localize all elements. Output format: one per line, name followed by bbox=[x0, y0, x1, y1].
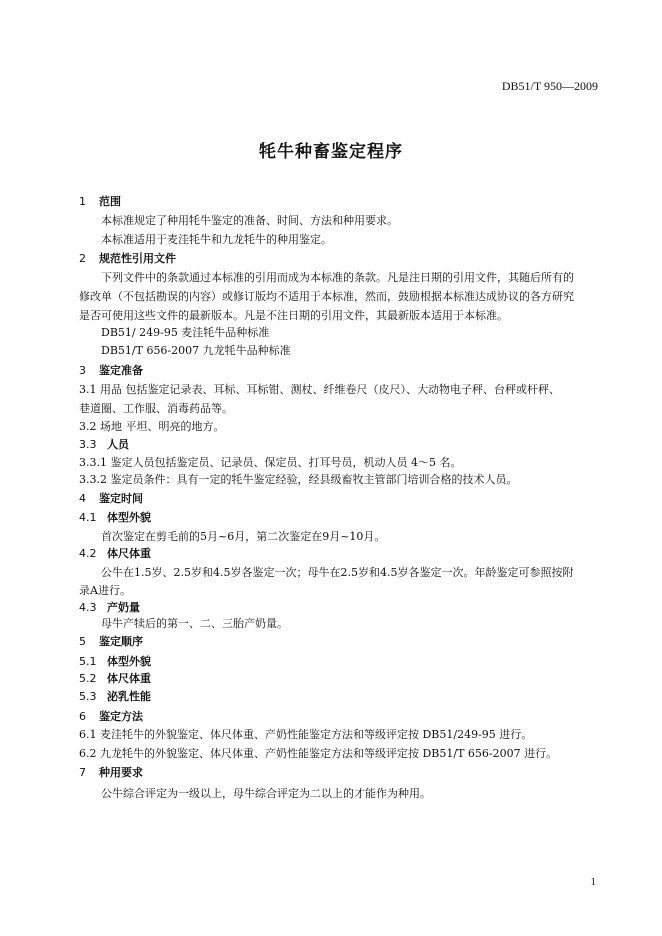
clause: 6.2 九龙牦牛的外貌鉴定、体尺体重、产奶性能鉴定方法和等级评定按 DB51/T 656-2007 进行。 bbox=[79, 747, 558, 760]
clause-line: 3.1 用品 包括鉴定记录表、耳标、耳标钳、测杖、纤维卷尺（皮尺）、大动物电子秤、台秤或杆秤、 bbox=[79, 383, 560, 396]
subsection-label: 体尺体重 bbox=[107, 672, 151, 685]
subsection-heading-5-1 bbox=[79, 654, 599, 669]
section-heading-1 bbox=[79, 194, 599, 209]
section-heading-6 bbox=[79, 709, 599, 724]
section-number: 7 bbox=[79, 766, 86, 779]
section-number: 4 bbox=[79, 492, 86, 505]
section-heading-2 bbox=[79, 251, 599, 266]
section-label: 范围 bbox=[99, 195, 121, 208]
subsection-number: 5.2 bbox=[79, 672, 97, 685]
document-title: 牦牛种畜鉴定程序 bbox=[259, 142, 403, 162]
paragraph-line: 修改单（不包括勘误的内容）或修订版均不适用于本标准，然而，鼓励根据本标准达成协议的各方研究 bbox=[79, 290, 574, 303]
section-label: 规范性引用文件 bbox=[99, 252, 176, 265]
paragraph: 首次鉴定在剪毛前的5月~6月，第二次鉴定在9月~10月。 bbox=[101, 530, 386, 543]
subsection-number: 4.1 bbox=[79, 511, 97, 524]
subsection-label: 泌乳性能 bbox=[107, 690, 151, 703]
clause: 3.3.2 鉴定员条件：具有一定的牦牛鉴定经验，经县级畜牧主管部门培训合格的技术人员。 bbox=[79, 473, 518, 486]
reference-item: DB51/T 656-2007 九龙牦牛品种标准 bbox=[101, 344, 291, 357]
subsection-heading-5-2 bbox=[79, 671, 599, 686]
section-number: 1 bbox=[79, 195, 86, 208]
paragraph: 本标准适用于麦洼牦牛和九龙牦牛的种用鉴定。 bbox=[101, 233, 332, 246]
subsection-heading-5-3 bbox=[79, 689, 599, 704]
paragraph-line: 下列文件中的条款通过本标准的引用而成为本标准的条款。凡是注日期的引用文件，其随后所有的 bbox=[101, 271, 574, 284]
section-label: 鉴定方法 bbox=[99, 710, 143, 723]
paragraph-line: 录A进行。 bbox=[79, 584, 131, 597]
subsection-number: 5.3 bbox=[79, 690, 97, 703]
section-number: 3 bbox=[79, 364, 86, 377]
subsection-number: 4.2 bbox=[79, 547, 97, 560]
paragraph-line: 公牛在1.5岁、2.5岁和4.5岁各鉴定一次；母牛在2.5岁和4.5岁各鉴定一次。年龄鉴定可参照按附 bbox=[101, 566, 574, 579]
section-number: 2 bbox=[79, 252, 86, 265]
reference-item: DB51/ 249-95 麦洼牦牛品种标准 bbox=[101, 326, 270, 339]
subsection-label: 体型外貌 bbox=[107, 511, 151, 524]
section-heading-7 bbox=[79, 765, 599, 780]
section-label: 种用要求 bbox=[99, 766, 143, 779]
paragraph: 公牛综合评定为一级以上，母牛综合评定为二以上的才能作为种用。 bbox=[101, 787, 431, 800]
clause-line: 巷道圈、工作服、消毒药品等。 bbox=[79, 402, 233, 415]
paragraph-line: 是否可使用这些文件的最新版本。凡是不注日期的引用文件，其最新版本适用于本标准。 bbox=[79, 309, 508, 322]
clause: 3.3.1 鉴定人员包括鉴定员、记录员、保定员、打耳号员，机动人员 4～5 名。 bbox=[79, 456, 462, 469]
section-label: 鉴定时间 bbox=[99, 492, 143, 505]
subsection-heading-4-3 bbox=[79, 600, 599, 615]
paragraph: 母牛产犊后的第一、二、三胎产奶量。 bbox=[101, 617, 288, 630]
subsection-label: 人员 bbox=[107, 438, 129, 451]
subsection-number: 5.1 bbox=[79, 655, 97, 668]
section-heading-3 bbox=[79, 363, 599, 378]
subsection-number: 3.3 bbox=[79, 438, 97, 451]
section-heading-4 bbox=[79, 491, 599, 506]
clause: 3.2 场地 平坦、明亮的地方。 bbox=[79, 420, 225, 433]
subsection-heading-4-1 bbox=[79, 510, 599, 525]
section-number: 6 bbox=[79, 710, 86, 723]
subsection-number: 4.3 bbox=[79, 601, 97, 614]
section-heading-5 bbox=[79, 634, 599, 649]
document-code: DB51/T 950—2009 bbox=[501, 79, 598, 93]
section-label: 鉴定顺序 bbox=[99, 635, 143, 648]
subsection-heading-4-2 bbox=[79, 546, 599, 561]
clause: 6.1 麦洼牦牛的外貌鉴定、体尺体重、产奶性能鉴定方法和等级评定按 DB51/249-95 进行。 bbox=[79, 728, 533, 741]
section-label: 鉴定准备 bbox=[99, 364, 143, 377]
section-number: 5 bbox=[79, 635, 86, 648]
subsection-label: 体尺体重 bbox=[107, 547, 151, 560]
subsection-heading-3-3 bbox=[79, 437, 599, 452]
subsection-label: 体型外貌 bbox=[107, 655, 151, 668]
subsection-label: 产奶量 bbox=[107, 601, 140, 614]
page-number: 1 bbox=[590, 876, 596, 888]
paragraph: 本标准规定了种用牦牛鉴定的准备、时间、方法和种用要求。 bbox=[101, 214, 398, 227]
